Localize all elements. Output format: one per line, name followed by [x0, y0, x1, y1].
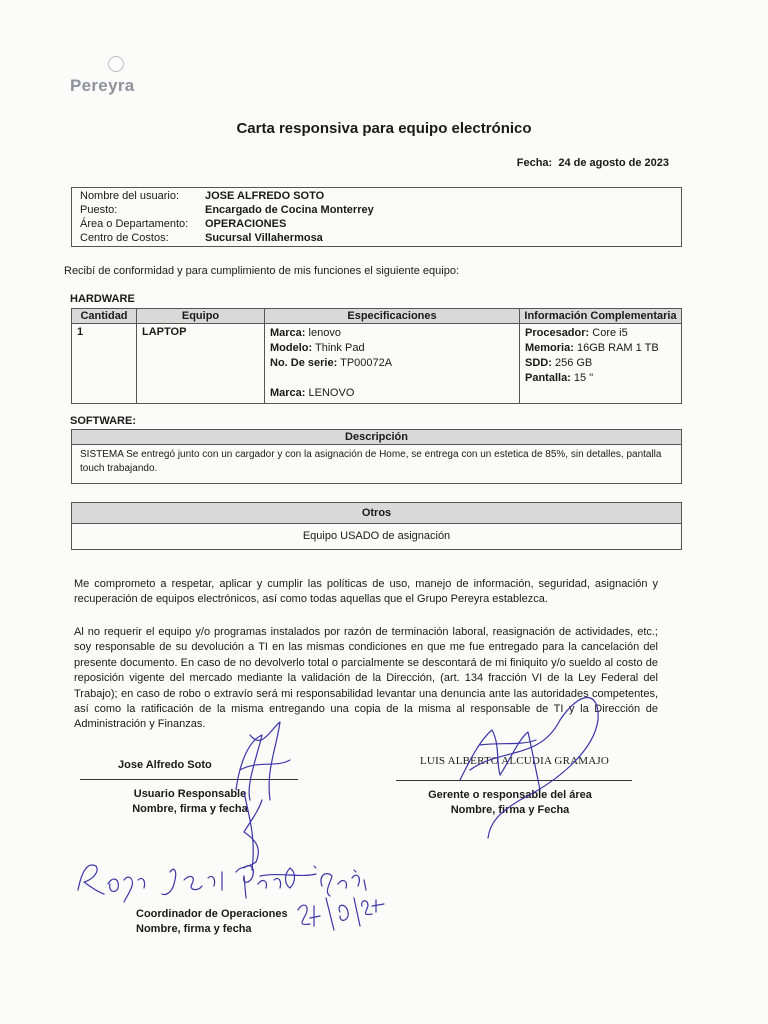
info-value: OPERACIONES [205, 218, 287, 230]
commitment-paragraph: Me comprometo a respetar, aplicar y cumplir las políticas de uso, manejo de información, seguridad, asignación y recuperación de equipos electrónicos, así como todas aquellas que el Grupo Pereyra establezca. [74, 578, 658, 606]
info-comp-label: Pantalla: [525, 372, 571, 384]
return-policy-paragraph: Al no requerir el equipo y/o programas instalados por razón de terminación laboral, reasignación de actividades, etc.; soy responsable de su devolución a TI en las mismas condiciones en que me fue entregado para la cancelación del presente documento. En caso de no devolverlo total o parcialmente se descontará de mi finiquito y/o sueldo al costo de reposición vigente del mercado mediante la validación de la Dirección, (art. 134 fracción VI de la Ley Federal del Trabajo); en caso de robo o extravío será mi responsabilidad levantar una denuncia ante las autoridades competentes, así como la ratificación de la misma entregando una copia de la misma al responsable de TI y la Dirección de Administración y Finanzas. [74, 626, 658, 731]
caption-sub: Nombre, firma y Fecha [450, 804, 570, 816]
caption-role: Usuario Responsable [133, 788, 247, 800]
software-heading: SOFTWARE: [70, 415, 136, 427]
caption-sub: Nombre, firma y fecha [132, 803, 248, 815]
logo-text: Pereyra [70, 76, 135, 95]
info-label: Puesto: [80, 204, 118, 216]
spec-label: Marca: [270, 387, 306, 399]
info-comp-value: 15 " [573, 372, 594, 384]
spec-value: Think Pad [315, 342, 365, 354]
info-comp-label: Procesador: [525, 327, 590, 339]
info-label: Centro de Costos: [80, 232, 169, 244]
user-signer-name: Jose Alfredo Soto [118, 759, 212, 771]
software-description: SISTEMA Se entregó junto con un cargador y con la asignación de Home, se entrega con un estetica de 85%, sin detalles, pantalla touch trabajando. [80, 449, 662, 474]
intro-text: Recibí de conformidad y para cumplimiento de mis funciones el siguiente equipo: [64, 265, 459, 277]
manager-signer-name: LUIS ALBERTO ALCUDIA GRAMAJO [420, 755, 610, 767]
info-comp-label: SDD: [525, 357, 552, 369]
date-value: 24 de agosto de 2023 [558, 157, 669, 169]
info-comp-value: Core i5 [592, 327, 628, 339]
hardware-heading: HARDWARE [70, 293, 135, 305]
cell-cantidad: 1 [72, 324, 137, 404]
col-header-info: Información Complementaria [520, 309, 682, 324]
info-value: JOSE ALFREDO SOTO [205, 190, 325, 202]
info-comp-value: 16GB RAM 1 TB [576, 342, 659, 354]
info-value: Sucursal Villahermosa [205, 232, 323, 244]
manager-signature-scribble [460, 698, 598, 839]
col-header-equipo: Equipo [137, 309, 265, 324]
otros-value: Equipo USADO de asignación [302, 530, 451, 542]
spec-value: LENOVO [308, 387, 355, 399]
caption-role: Coordinador de Operaciones [136, 908, 288, 920]
caption-sub: Nombre, firma y fecha [136, 923, 252, 935]
spec-value: lenovo [308, 327, 341, 339]
caption-role: Gerente o responsable del área [428, 789, 592, 801]
document-title: Carta responsiva para equipo electrónico [236, 120, 532, 137]
info-value: Encargado de Cocina Monterrey [205, 204, 374, 216]
coordinator-date-handwriting [298, 898, 384, 930]
col-header-especificaciones: Especificaciones [265, 309, 520, 324]
date-label: Fecha: [516, 157, 553, 169]
col-header-cantidad: Cantidad [72, 309, 137, 324]
otros-header: Otros [72, 503, 681, 524]
spec-label: Modelo: [270, 342, 313, 354]
info-comp-value: 256 GB [554, 357, 593, 369]
spec-label: Marca: [270, 327, 306, 339]
user-signature-scribble [236, 722, 290, 872]
spec-value: TP00072A [340, 357, 393, 369]
info-comp-label: Memoria: [525, 342, 574, 354]
software-header: Descripción [72, 430, 681, 445]
cell-equipo: LAPTOP [137, 324, 265, 404]
coordinator-name-handwriting [78, 865, 366, 902]
info-label: Área o Departamento: [80, 218, 189, 230]
info-label: Nombre del usuario: [80, 190, 180, 202]
spec-label: No. De serie: [270, 357, 338, 369]
